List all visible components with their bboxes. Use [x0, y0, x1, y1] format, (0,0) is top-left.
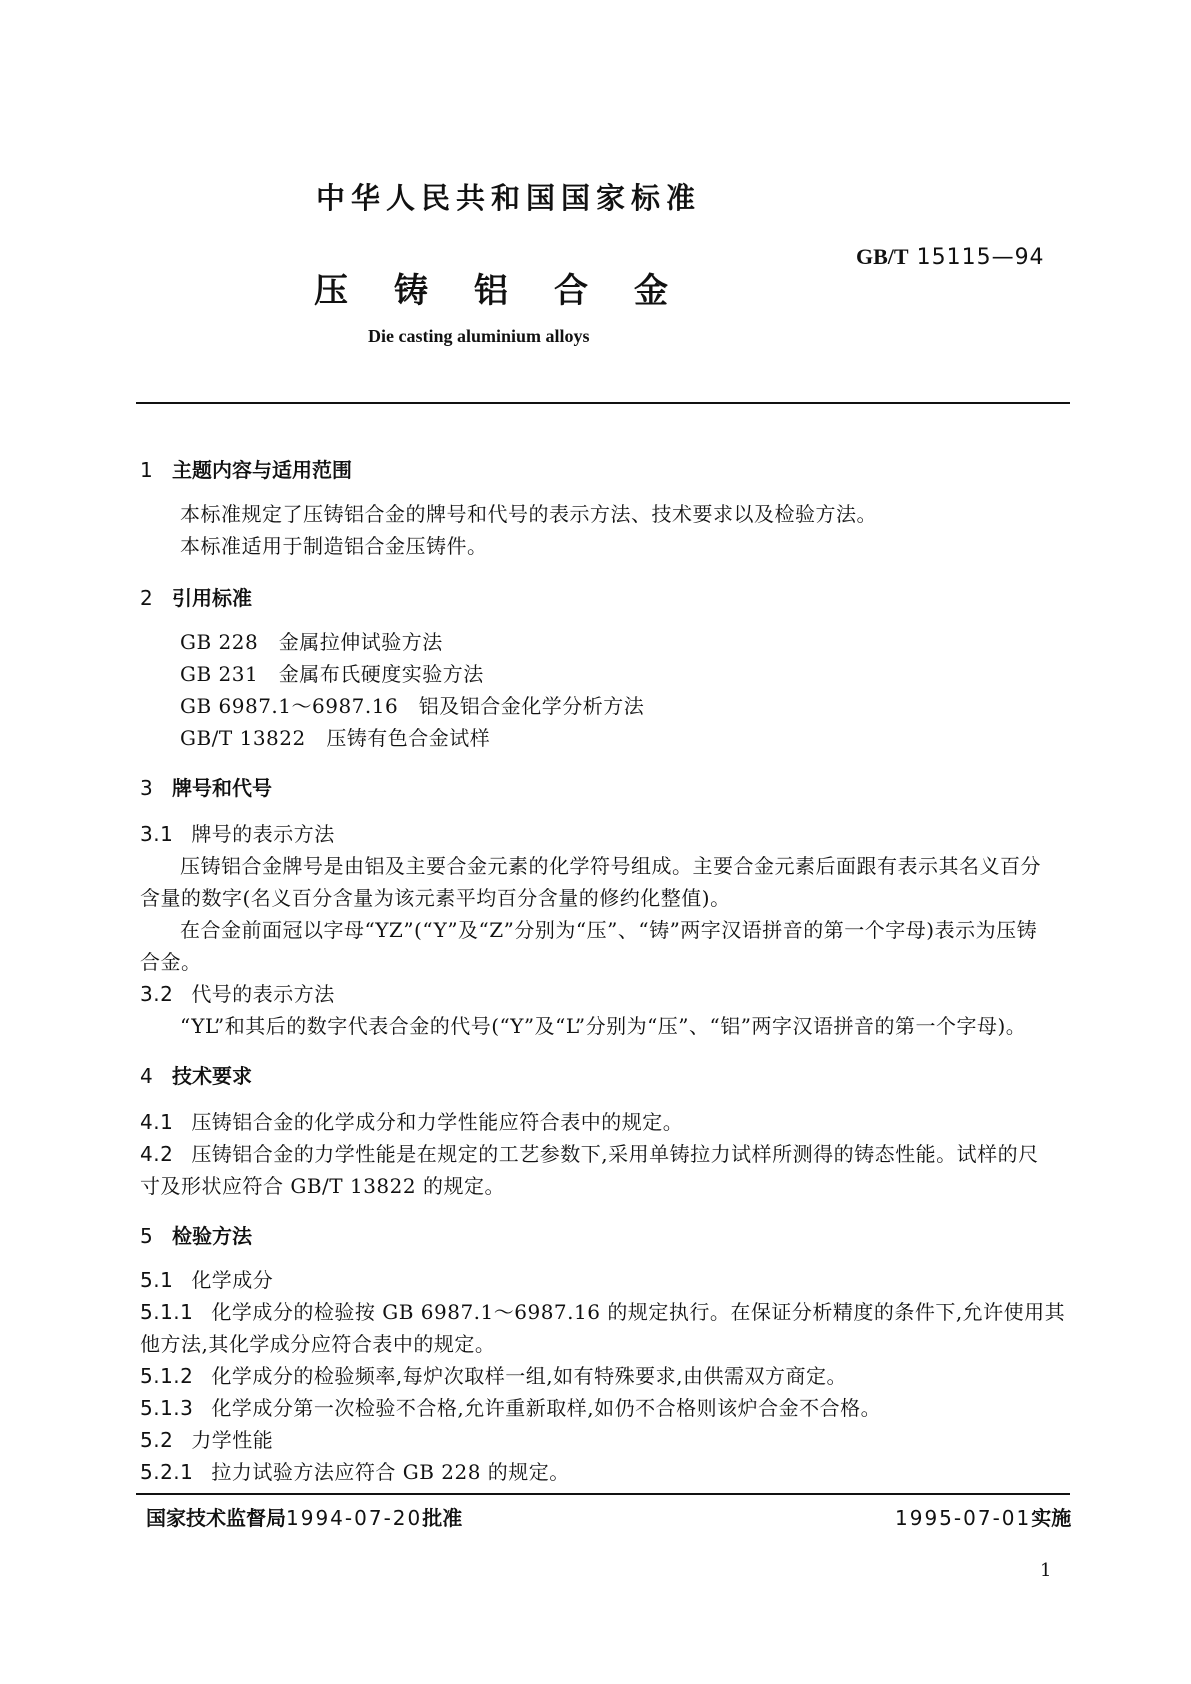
paragraph-continued: 寸及形状应符合 GB/T 13822 的规定。: [140, 1174, 505, 1198]
paragraph: 在合金前面冠以字母“YZ”(“Y”及“Z”分别为“压”、“铸”两字汉语拼音的第一个字母)表示为压铸: [180, 918, 1038, 942]
implementation-date: 1995-07-01: [895, 1506, 1032, 1530]
reference-item: [180, 722, 490, 751]
reference-name: 压铸有色合金试样: [326, 726, 491, 750]
clause-number: 5.1.1: [140, 1300, 194, 1324]
title-char: 合: [554, 271, 588, 311]
approval-date: 1994-07-20: [286, 1506, 423, 1530]
approval-line: [146, 1502, 462, 1531]
section-title: 检验方法: [172, 1224, 252, 1248]
subsection-number: 5.2: [140, 1428, 174, 1452]
section-number: 5: [140, 1224, 153, 1248]
reference-name: 铝及铝合金化学分析方法: [418, 694, 645, 718]
subsection-title: 代号的表示方法: [191, 982, 335, 1006]
subsection-number: 3.1: [140, 822, 174, 846]
title-char: 铸: [394, 271, 428, 311]
section-title: 技术要求: [172, 1064, 252, 1088]
subsection-title: 化学成分: [191, 1268, 274, 1292]
clause-4-1: [140, 1106, 683, 1135]
clause-number: 5.2.1: [140, 1460, 194, 1484]
reference-item: [180, 626, 443, 655]
reference-code: GB 6987.1～6987.16: [180, 694, 399, 718]
reference-item: [180, 690, 644, 719]
clause-text: 化学成分的检验频率,每炉次取样一组,如有特殊要求,由供需双方商定。: [211, 1364, 847, 1388]
header-divider: [136, 402, 1070, 404]
standard-prefix: GB/T: [856, 244, 909, 269]
english-title: Die casting aluminium alloys: [368, 326, 590, 346]
subsection-3-1-heading: [140, 818, 335, 847]
section-2-heading: [140, 582, 252, 611]
section-1-heading: [140, 454, 352, 483]
title-char: 压: [314, 271, 348, 311]
reference-name: 金属拉伸试验方法: [278, 630, 443, 654]
clause-text: 化学成分第一次检验不合格,允许重新取样,如仍不合格则该炉合金不合格。: [211, 1396, 882, 1420]
clause-5-1-1: [140, 1296, 1065, 1325]
section-title: 牌号和代号: [172, 776, 272, 800]
reference-code: GB 231: [180, 662, 259, 686]
reference-item: [180, 658, 484, 687]
clause-5-2-1: [140, 1456, 570, 1485]
reference-name: 金属布氏硬度实验方法: [278, 662, 484, 686]
paragraph: “YL”和其后的数字代表合金的代号(“Y”及“L”分别为“压”、“铝”两字汉语拼音的第一个字母)。: [180, 1014, 1027, 1038]
clause-number: 5.1.2: [140, 1364, 194, 1388]
section-title: 主题内容与适用范围: [172, 458, 352, 482]
clause-4-2: [140, 1138, 1039, 1167]
paragraph-continued: 他方法,其化学成分应符合表中的规定。: [140, 1332, 496, 1356]
section-title: 引用标准: [172, 586, 252, 610]
clause-5-1-3: [140, 1392, 881, 1421]
footer-divider: [136, 1493, 1070, 1495]
section-number: 2: [140, 586, 153, 610]
subsection-title: 力学性能: [191, 1428, 274, 1452]
page-number: 1: [1040, 1560, 1052, 1581]
clause-text: 压铸铝合金的力学性能是在规定的工艺参数下,采用单铸拉力试样所测得的铸态性能。试样的尺: [191, 1142, 1039, 1166]
reference-code: GB/T 13822: [180, 726, 306, 750]
section-4-heading: [140, 1060, 252, 1089]
clause-number: 4.2: [140, 1142, 174, 1166]
issuing-authority: 中华人民共和国国家标准: [316, 181, 702, 215]
paragraph-continued: 含量的数字(名义百分含量为该元素平均百分含量的修约化整值)。: [140, 886, 731, 910]
clause-number: 4.1: [140, 1110, 174, 1134]
section-3-heading: [140, 772, 272, 801]
subsection-number: 3.2: [140, 982, 174, 1006]
subsection-5-1-heading: [140, 1264, 273, 1293]
clause-number: 5.1.3: [140, 1396, 194, 1420]
subsection-3-2-heading: [140, 978, 335, 1007]
paragraph: 压铸铝合金牌号是由铝及主要合金元素的化学符号组成。主要合金元素后面跟有表示其名义百分: [180, 854, 1041, 878]
subsection-5-2-heading: [140, 1424, 273, 1453]
clause-text: 压铸铝合金的化学成分和力学性能应符合表中的规定。: [191, 1110, 684, 1134]
implementation-label: 实施: [1031, 1506, 1072, 1530]
standard-number: [856, 244, 1045, 270]
implementation-line: [895, 1502, 1071, 1531]
clause-text: 化学成分的检验按 GB 6987.1～6987.16 的规定执行。在保证分析精度的条件下,允许使用其: [211, 1300, 1066, 1324]
clause-5-1-2: [140, 1360, 847, 1389]
clause-text: 拉力试验方法应符合 GB 228 的规定。: [211, 1460, 570, 1484]
approval-label: 批准: [422, 1506, 463, 1530]
paragraph: 本标准适用于制造铝合金压铸件。: [180, 534, 488, 558]
reference-code: GB 228: [180, 630, 259, 654]
section-number: 1: [140, 458, 153, 482]
subsection-title: 牌号的表示方法: [191, 822, 335, 846]
approval-org: 国家技术监督局: [146, 1506, 286, 1530]
title-char: 金: [634, 271, 668, 311]
standard-code: 15115—94: [916, 245, 1045, 270]
subsection-number: 5.1: [140, 1268, 174, 1292]
paragraph: 本标准规定了压铸铝合金的牌号和代号的表示方法、技术要求以及检验方法。: [180, 502, 877, 526]
section-5-heading: [140, 1220, 252, 1249]
paragraph-continued: 合金。: [140, 950, 202, 974]
section-number: 3: [140, 776, 153, 800]
section-number: 4: [140, 1064, 153, 1088]
title-char: 铝: [474, 271, 508, 311]
